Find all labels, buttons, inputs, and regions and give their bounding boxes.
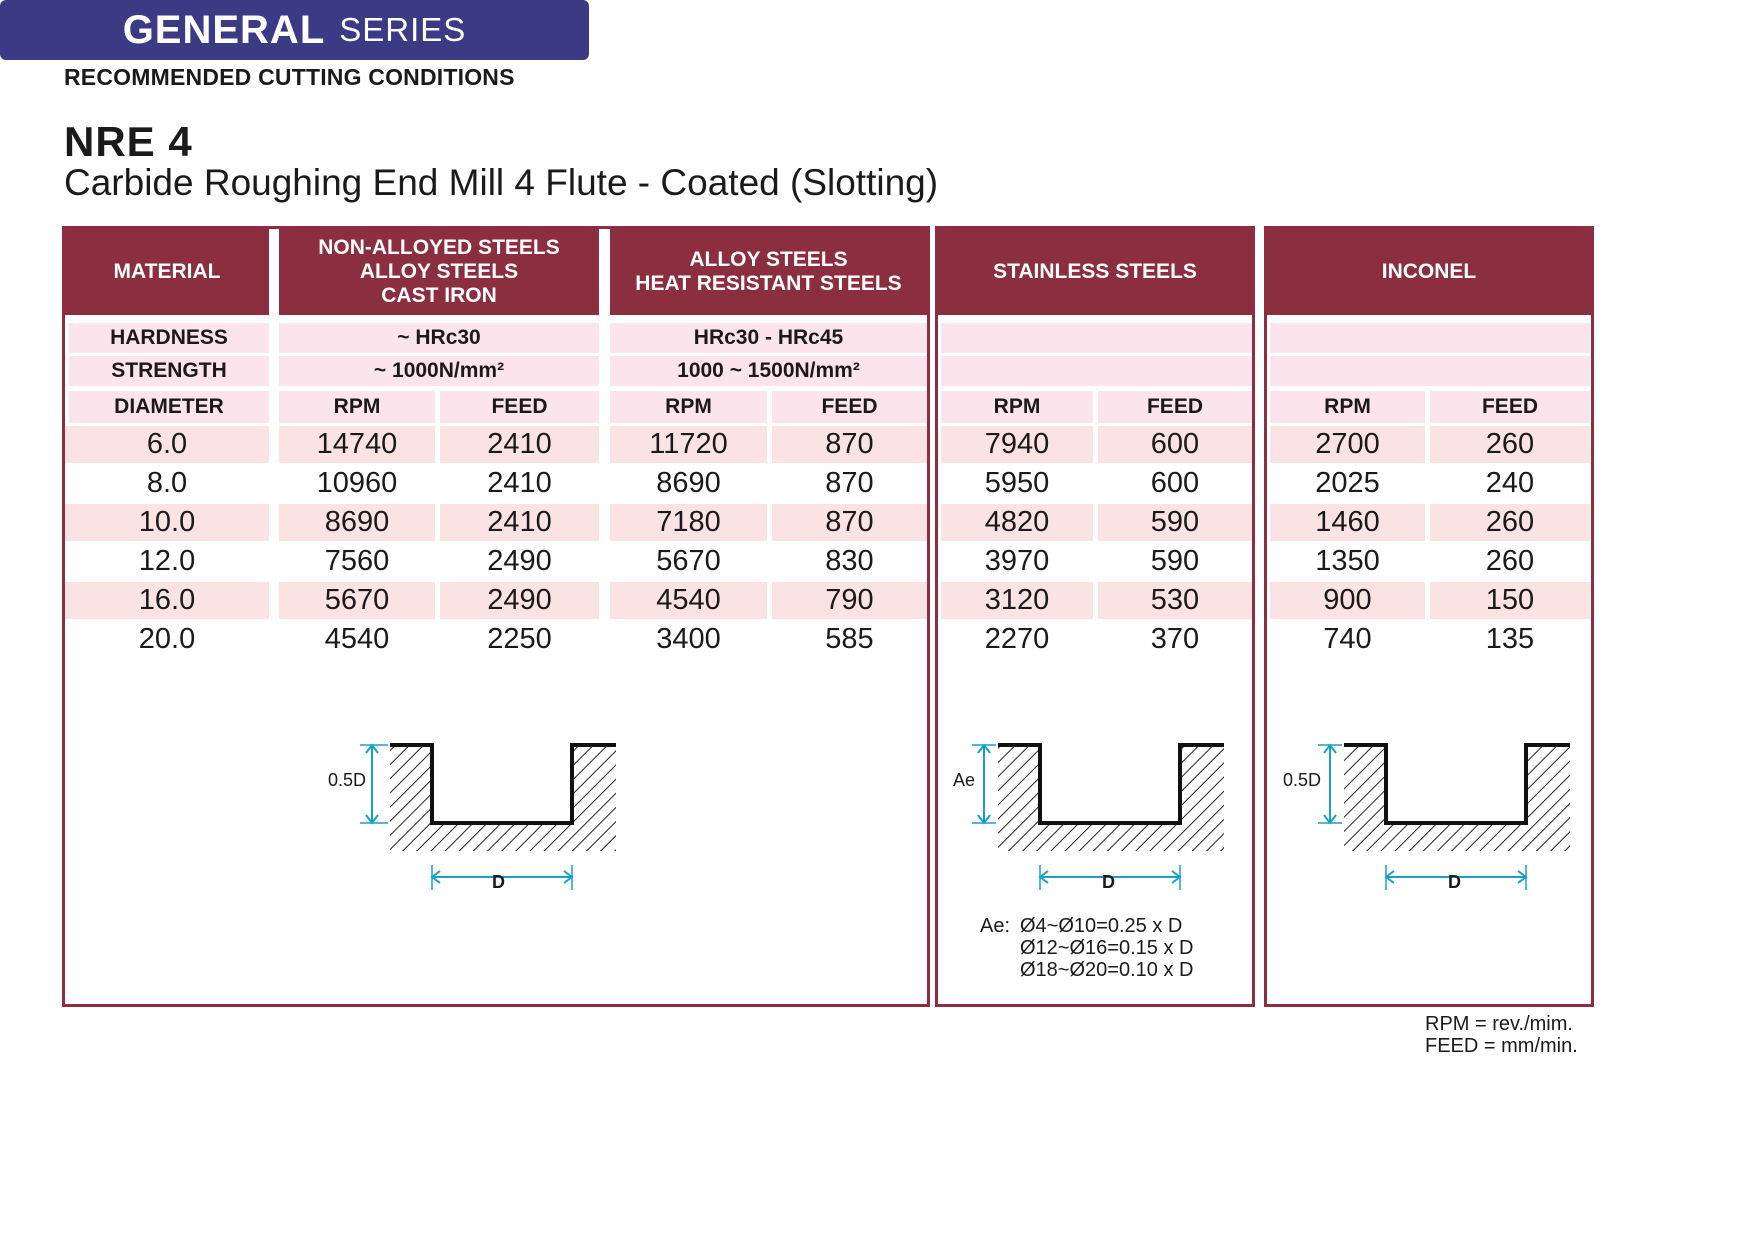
ae-note-line-2: Ø12~Ø16=0.15 x D [1020,937,1194,959]
table-cell: 600 [1150,467,1200,499]
table-cell: 3120 [941,582,1093,619]
hardness-group-2: HRc30 - HRc45 [610,323,927,353]
width-label-inconel: D [1448,872,1461,892]
table-cell: 10960 [316,467,398,499]
group-1-line-1: NON-ALLOYED STEELS [318,236,560,259]
strength-label: STRENGTH [69,356,269,386]
strength-group-2: 1000 ~ 1500N/mm² [610,356,927,386]
width-label-stainless: D [1102,872,1115,892]
feed-label-2: FEED [772,391,927,423]
group-2-line-1: ALLOY STEELS [689,248,848,271]
table-cell: 2270 [984,623,1050,655]
hardness-group-4 [1270,323,1590,353]
rpm-label-4: RPM [1270,391,1425,423]
table-cell: 600 [1098,426,1252,463]
table-cell: 2410 [440,426,599,463]
strength-group-1: ~ 1000N/mm² [279,356,599,386]
slot-diagram-inconel [1270,735,1590,895]
table-cell: 2250 [487,623,552,655]
table-cell: 4540 [324,623,390,655]
legend-feed: FEED = mm/min. [1425,1035,1578,1057]
table-cell: 1350 [1315,545,1380,577]
series-banner [0,0,589,60]
diameter-value: 20.0 [138,623,196,655]
section-label: RECOMMENDED CUTTING CONDITIONS [64,64,515,90]
group-header-4 [1267,229,1591,315]
diameter-value: 8.0 [146,467,188,499]
feed-label-3: FEED [1098,391,1252,423]
group-header-3 [938,229,1252,315]
table-cell: 260 [1485,545,1535,577]
diameter-value: 6.0 [65,426,269,463]
table-cell: 2700 [1270,426,1425,463]
table-cell: 870 [772,504,927,541]
table-cell: 790 [772,582,927,619]
table-cell: 7560 [324,545,390,577]
rpm-label-2: RPM [610,391,767,423]
strength-group-3 [941,356,1252,386]
ae-note-line-3: Ø18~Ø20=0.10 x D [1020,959,1194,981]
table-cell: 590 [1150,545,1200,577]
table-cell: 14740 [279,426,435,463]
group-1-line-2: ALLOY STEELS [359,260,519,283]
table-cell: 870 [825,467,874,499]
table-cell: 135 [1485,623,1535,655]
workpiece-hatch [390,745,616,851]
table-cell: 11720 [610,426,767,463]
group-header-2 [610,229,927,315]
series-name: GENERAL [122,7,326,52]
table-cell: 5670 [279,582,435,619]
table-cell: 1460 [1270,504,1425,541]
hardness-group-3 [941,323,1252,353]
width-label-steels: D [492,872,505,892]
table-cell: 590 [1098,504,1252,541]
table-cell: 370 [1150,623,1200,655]
rpm-label-3: RPM [941,391,1093,423]
diameter-label: DIAMETER [69,391,269,423]
diameter-value: 10.0 [65,504,269,541]
table-cell: 4540 [610,582,767,619]
table-cell: 2490 [440,582,599,619]
rpm-label-1: RPM [279,391,435,423]
table-cell: 2490 [487,545,552,577]
legend-rpm: RPM = rev./mim. [1425,1013,1573,1035]
table-cell: 900 [1270,582,1425,619]
table-cell: 260 [1430,426,1590,463]
table-cell: 150 [1430,582,1590,619]
table-cell: 3400 [656,623,721,655]
depth-label-stainless: Ae [953,770,976,790]
table-cell: 7940 [941,426,1093,463]
diameter-value: 16.0 [65,582,269,619]
table-cell: 4820 [941,504,1093,541]
hardness-group-1: ~ HRc30 [279,323,599,353]
table-cell: 530 [1098,582,1252,619]
table-cell: 585 [825,623,874,655]
hardness-label: HARDNESS [69,323,269,353]
table-cell: 2025 [1315,467,1380,499]
product-description: Carbide Roughing End Mill 4 Flute - Coated (Slotting) [64,162,939,203]
material-header [65,229,269,315]
table-cell: 5950 [984,467,1050,499]
depth-label-inconel: 0.5D [1283,770,1322,790]
feed-label-4: FEED [1430,391,1590,423]
slot-diagram-stainless [940,735,1250,895]
table-cell: 830 [825,545,874,577]
slot-diagram-steels [320,735,640,895]
strength-group-4 [1270,356,1590,386]
group-1-line-3: CAST IRON [381,284,497,307]
table-cell: 8690 [279,504,435,541]
series-suffix: SERIES [339,11,467,48]
ae-note-line-1: Ø4~Ø10=0.25 x D [1020,915,1183,937]
table-cell: 3970 [984,545,1050,577]
table-cell: 740 [1323,623,1372,655]
table-cell: 2410 [487,467,552,499]
material-label: MATERIAL [113,260,221,283]
ae-note-prefix: Ae: [980,915,1011,937]
group-3-line-1: STAINLESS STEELS [993,260,1197,283]
group-4-line-1: INCONEL [1381,260,1477,283]
group-header-1 [279,229,599,315]
table-cell: 260 [1430,504,1590,541]
table-cell: 5670 [656,545,721,577]
depth-label-steels: 0.5D [328,770,367,790]
table-cell: 240 [1485,467,1535,499]
feed-label-1: FEED [440,391,599,423]
table-cell: 2410 [440,504,599,541]
product-code: NRE 4 [64,118,193,165]
table-cell: 7180 [610,504,767,541]
diameter-value: 12.0 [138,545,196,577]
group-2-line-2: HEAT RESISTANT STEELS [635,272,902,295]
table-cell: 870 [772,426,927,463]
table-cell: 8690 [656,467,721,499]
